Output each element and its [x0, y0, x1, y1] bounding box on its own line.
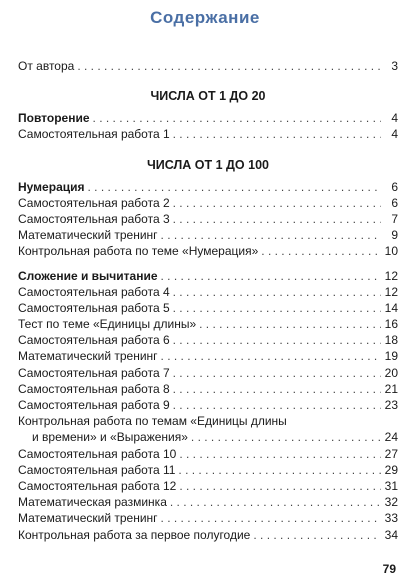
toc-entry-group-heading[interactable] [18, 268, 398, 284]
toc-entry-page: 19 [384, 349, 398, 364]
toc-entry-page: 24 [384, 430, 398, 445]
toc-entry-page: 12 [384, 268, 398, 283]
toc-entry[interactable] [18, 462, 398, 478]
dot-leader [173, 300, 381, 316]
toc-entry-page: 27 [384, 446, 398, 461]
dot-leader [173, 397, 381, 413]
toc-entry-label: Самостоятельная работа 11 [18, 462, 176, 477]
dot-leader [173, 284, 381, 300]
toc-entry-page: 18 [384, 333, 398, 348]
section-heading: ЧИСЛА ОТ 1 ДО 100 [147, 157, 269, 172]
dot-leader [77, 58, 381, 74]
toc-entry-label: Самостоятельная работа 6 [18, 333, 170, 348]
dot-leader [261, 243, 381, 259]
dot-leader [161, 268, 382, 284]
dot-leader [170, 494, 381, 510]
toc-entry-page: 16 [384, 317, 398, 332]
dot-leader [173, 365, 381, 381]
toc-entry-page: 6 [391, 179, 398, 194]
dot-leader [161, 227, 381, 243]
toc-entry-label: Тест по теме «Единицы длины» [18, 317, 197, 332]
toc-entry-group-heading[interactable] [18, 179, 398, 195]
toc-entry-page: 4 [391, 111, 398, 126]
dot-leader [173, 381, 381, 397]
dot-leader [191, 429, 381, 445]
toc-entry-label: Самостоятельная работа 1 [18, 127, 170, 142]
toc-entry-multiline-first[interactable] [18, 413, 398, 429]
toc-entry[interactable] [18, 446, 398, 462]
toc-entry-label: Математический тренинг [18, 511, 158, 526]
toc-entry-page: 7 [391, 211, 398, 226]
dot-leader [199, 316, 381, 332]
toc-entry[interactable] [18, 381, 398, 397]
table-of-contents [18, 58, 398, 543]
toc-entry-label: Контрольная работа по темам «Единицы длины [18, 414, 287, 429]
dot-leader [179, 446, 381, 462]
page-number: 79 [382, 562, 396, 576]
toc-entry-group-heading[interactable] [18, 110, 398, 126]
toc-entry-page: 14 [384, 300, 398, 315]
dot-leader [173, 126, 381, 142]
toc-entry-page: 34 [384, 527, 398, 542]
toc-entry[interactable] [18, 332, 398, 348]
toc-entry-label: Самостоятельная работа 5 [18, 300, 170, 315]
dot-leader [161, 348, 381, 364]
toc-entry-page: 9 [391, 228, 398, 243]
toc-entry-label: Нумерация [18, 179, 85, 194]
toc-entry[interactable] [18, 316, 398, 332]
dot-leader [88, 179, 382, 195]
toc-entry[interactable] [18, 211, 398, 227]
toc-entry-page: 29 [384, 462, 398, 477]
dot-leader [253, 527, 381, 543]
toc-entry[interactable] [18, 478, 398, 494]
toc-entry-label: Самостоятельная работа 9 [18, 398, 170, 412]
toc-entry[interactable] [18, 510, 398, 526]
toc-entry[interactable] [18, 195, 398, 211]
toc-entry-intro[interactable] [18, 58, 398, 74]
toc-entry-page: 33 [384, 511, 398, 526]
toc-entry-page: 20 [384, 365, 398, 380]
toc-entry-label: Контрольная работа за первое полугодие [18, 527, 251, 542]
toc-entry-label: Самостоятельная работа 12 [18, 478, 177, 493]
toc-entry-page: 6 [391, 195, 398, 210]
toc-entry-label: Самостоятельная работа 7 [18, 365, 170, 380]
toc-entry[interactable] [18, 300, 398, 316]
toc-entry-label: Математическая разминка [18, 495, 167, 510]
toc-entry-label: Самостоятельная работа 8 [18, 381, 170, 396]
dot-leader [93, 110, 381, 126]
dot-leader [178, 462, 381, 478]
dot-leader [179, 478, 381, 494]
toc-entry-label: Контрольная работа по теме «Нумерация» [18, 244, 259, 259]
toc-entry-page: 31 [384, 478, 398, 493]
toc-entry-page: 3 [391, 59, 398, 73]
toc-entry-label: Самостоятельная работа 3 [18, 211, 170, 226]
toc-entry-label: и времени» и «Выражения» [32, 430, 188, 445]
toc-entry-label: От автора [18, 59, 75, 73]
toc-entry[interactable] [18, 227, 398, 243]
toc-entry-page: 12 [384, 284, 398, 299]
toc-entry-page: 32 [384, 495, 398, 510]
toc-entry-label: Сложение и вычитание [18, 268, 158, 283]
toc-entry-multiline-second[interactable] [18, 429, 398, 445]
toc-entry-label: Повторение [18, 111, 90, 126]
toc-entry[interactable] [18, 284, 398, 300]
toc-entry-page: 4 [391, 127, 398, 142]
toc-entry-page: 10 [384, 244, 398, 259]
toc-entry-page: 23 [384, 398, 398, 412]
toc-entry-label: Самостоятельная работа 2 [18, 195, 170, 210]
toc-entry[interactable] [18, 397, 398, 413]
toc-entry-label: Математический тренинг [18, 349, 158, 364]
dot-leader [173, 332, 381, 348]
toc-entry-page: 21 [384, 381, 398, 396]
toc-entry[interactable] [18, 365, 398, 381]
dot-leader [173, 195, 381, 211]
section-heading: ЧИСЛА ОТ 1 ДО 20 [150, 89, 266, 104]
toc-entry-label: Самостоятельная работа 4 [18, 284, 170, 299]
toc-entry[interactable] [18, 527, 398, 543]
dot-leader [173, 211, 381, 227]
page-title: Содержание [150, 8, 260, 27]
toc-entry[interactable] [18, 243, 398, 259]
dot-leader [161, 510, 381, 526]
toc-entry[interactable] [18, 126, 398, 142]
toc-entry-label: Самостоятельная работа 10 [18, 446, 177, 461]
toc-entry[interactable] [18, 494, 398, 510]
toc-entry-label: Математический тренинг [18, 228, 158, 243]
toc-entry[interactable] [18, 348, 398, 364]
